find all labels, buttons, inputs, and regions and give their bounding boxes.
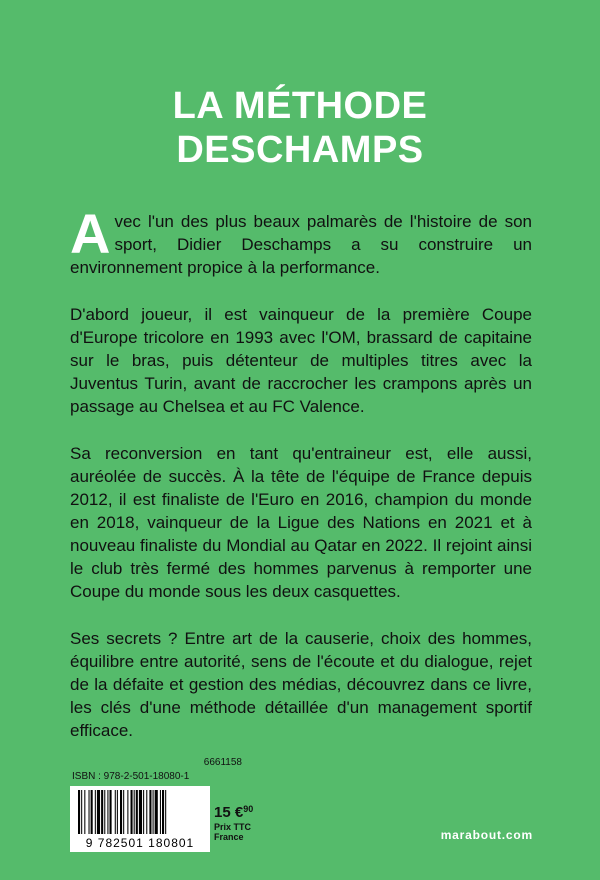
drop-cap: A <box>70 202 111 265</box>
title-line-2: DESCHAMPS <box>176 129 424 171</box>
barcode-bar <box>153 790 154 834</box>
barcode-bar <box>134 790 135 834</box>
barcode-bar <box>107 790 108 834</box>
paragraph-2: D'abord joueur, il est vainqueur de la première Coupe d'Europe tricolore en 1993 avec l'OM, brassard de capitaine sur le bras, puis détenteur de multiples titres avec la Juventus Turin, avant de raccrocher les crampons après un passage au Chelsea et au FC Valence. <box>70 305 532 416</box>
product-code: 6661158 <box>203 757 242 768</box>
barcode-bar <box>81 790 82 834</box>
barcode-bar <box>136 790 138 834</box>
barcode-digits: 9 782501 180801 <box>85 836 195 850</box>
price-label-ttc: Prix TTC <box>214 822 252 832</box>
barcode-bar <box>155 790 158 834</box>
barcode-bar <box>110 790 112 834</box>
book-title <box>0 84 600 172</box>
blurb <box>70 202 532 766</box>
paragraph-1-text: vec l'un des plus beaux palmarès de l'histoire de son sport, Didier Deschamps a su construire un environnement propice à la performance. <box>70 212 532 277</box>
barcode <box>70 786 210 852</box>
barcode-bar <box>127 790 128 834</box>
price-label-country: France <box>214 832 244 842</box>
barcode-bar <box>162 790 164 834</box>
barcode-bar <box>101 790 103 834</box>
barcode-bar <box>104 790 105 834</box>
price-cents: 90 <box>243 804 254 814</box>
barcode-bar <box>160 790 161 834</box>
title-line-1: LA MÉTHODE <box>172 85 428 127</box>
barcode-bar <box>120 790 122 834</box>
publisher-url: marabout.com <box>440 828 533 842</box>
barcode-bar <box>84 790 85 834</box>
barcode-bar <box>139 790 142 834</box>
isbn-number: ISBN : 978-2-501-18080-1 <box>72 771 190 782</box>
price-amount: 15 € <box>214 804 244 821</box>
barcode-bar <box>143 790 144 834</box>
barcode-bar <box>95 790 96 834</box>
barcode-bar <box>165 790 166 834</box>
paragraph-4: Ses secrets ? Entre art de la causerie, choix des hommes, équilibre entre autorité, sens de l'écoute et du dialogue, rejet de la défaite et gestion des médias, découvrez dans ce livre, les clés d'une méthode détaillée d'un management sportif efficace. <box>70 629 532 740</box>
barcode-bar <box>89 790 90 834</box>
barcode-bar <box>115 790 116 834</box>
barcode-bar <box>123 790 124 834</box>
paragraph-3: Sa reconversion en tant qu'entraineur est, elle aussi, auréolée de succès. À la tête de l'équipe de France depuis 2012, il est finaliste de l'Euro en 2016, champion du monde en 2018, vainqueur de la Ligue des Nations en 2021 et à nouveau finaliste du Mondial au Qatar en 2022. Il rejoint ainsi le club très fermé des hommes parvenus à remporter une Coupe du monde sous les deux casquettes. <box>70 444 532 601</box>
barcode-bar <box>91 790 93 834</box>
barcode-bar <box>97 790 100 834</box>
price-block <box>214 804 253 842</box>
barcode-bar <box>131 790 133 834</box>
barcode-bar <box>78 790 80 834</box>
paragraph-1 <box>70 202 532 279</box>
barcode-bar <box>149 790 151 834</box>
barcode-bars <box>76 790 204 836</box>
barcode-bar <box>117 790 118 834</box>
isbn-block <box>72 756 242 784</box>
barcode-bar <box>146 790 147 834</box>
